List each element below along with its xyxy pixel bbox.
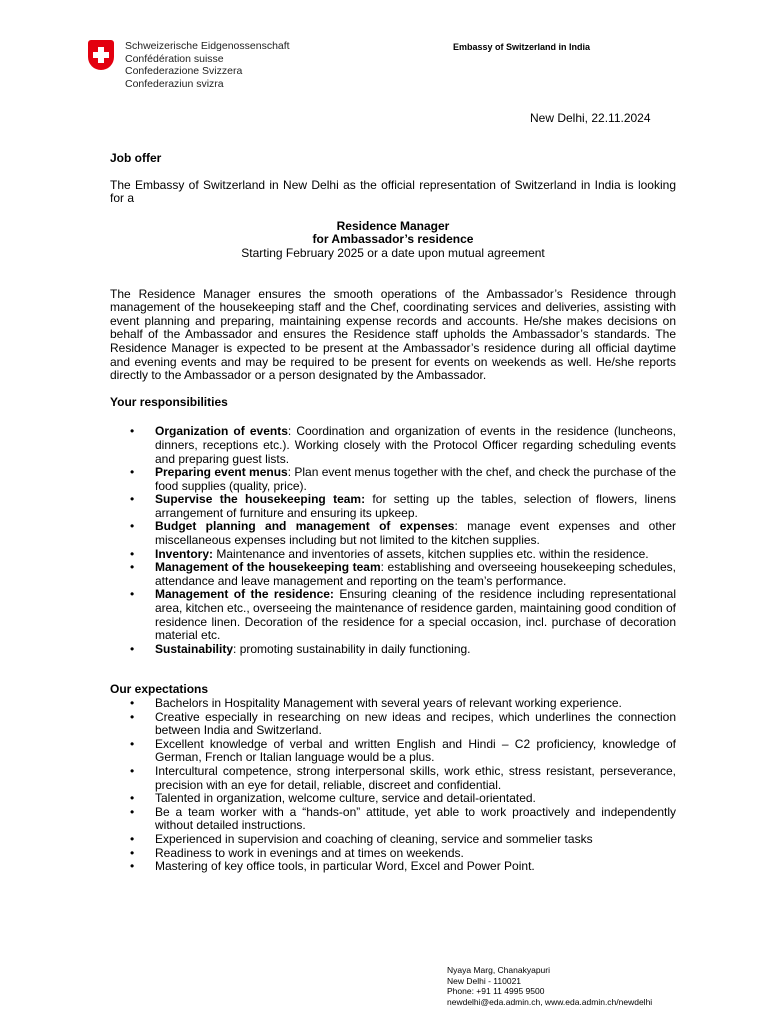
logo-line: Confederazione Svizzera (125, 65, 243, 77)
responsibilities-list (110, 425, 676, 656)
letter-body (110, 152, 676, 874)
list-item: • Budget planning and management of expenses: manage event expenses and other miscellaneous expenses including but not limited to the kitchen supplies. (110, 520, 676, 547)
list-item: • Talented in organization, welcome culture, service and detail-orientated. (110, 792, 676, 806)
footer-contact: newdelhi@eda.admin.ch, www.eda.admin.ch/newdelhi (447, 996, 653, 1007)
list-item: • Creative especially in researching on new ideas and recipes, which underlines the connection between India and Switzerland. (110, 711, 676, 738)
list-item: • Excellent knowledge of verbal and written English and Hindi – C2 proficiency, knowledge of German, French or Italian language would be a plus. (110, 738, 676, 765)
logo-line: Confédération suisse (125, 52, 224, 65)
intro-paragraph: The Embassy of Switzerland in New Delhi as the official representation of Switzerland in India is looking for a (110, 177, 676, 206)
logo-line: Schweizerische Eidgenossenschaft (125, 40, 290, 52)
list-item: • Organization of events: Coordination and organization of events in the residence (luncheons, dinners, receptions etc.). Working closely with the Protocol Officer regarding scheduling events and preparing guest lists. (110, 425, 676, 466)
footer-address (447, 965, 652, 1007)
letter-date: New Delhi, 22.11.2024 (530, 111, 651, 125)
expectations-list (110, 697, 676, 874)
logo-text (125, 40, 290, 90)
logo-line: Confederaziun svizra (125, 77, 224, 90)
list-item: • Experienced in supervision and coaching of cleaning, service and sommelier tasks (110, 833, 676, 847)
footer-city: New Delhi - 110021 (447, 975, 522, 986)
list-item: • Mastering of key office tools, in particular Word, Excel and Power Point. (110, 860, 676, 874)
responsibilities-heading: Your responsibilities (110, 394, 228, 409)
swiss-logo (88, 40, 290, 90)
list-item: • Sustainability: promoting sustainability in daily functioning. (110, 643, 676, 657)
position-start: Starting February 2025 or a date upon mutual agreement (241, 245, 545, 260)
description-paragraph: The Residence Manager ensures the smooth operations of the Ambassador’s Residence through management of the housekeeping staff and the Chef, coordinating services and deliveries, assisting with event planning and preparing, maintaining expense records and accounts. He/she makes decisions on behalf of the Ambassador and ensures the Residence staff upholds the Ambassador’s standards. The Residence Manager is expected to be present at the Ambassador’s residence during all official daytime and evening events and may be required to be present for events on weekends as well. He/she reports directly to the Ambassador or a person designated by the Ambassador. (110, 286, 676, 383)
list-item: • Intercultural competence, strong interpersonal skills, work ethic, stress resistant, perseverance, precision with an eye for detail, reliable, discreet and confidential. (110, 765, 676, 792)
list-item: • Readiness to work in evenings and at times on weekends. (110, 847, 676, 861)
list-item: • Management of the residence: Ensuring cleaning of the residence including representational area, kitchen etc., overseeing the maintenance of residence garden, maintaining good condition of residence linen. Decoration of the residence for a special occasion, incl. purchase of decoration material etc. (110, 588, 676, 642)
position-block (110, 220, 676, 261)
list-item: • Preparing event menus: Plan event menus together with the chef, and check the purchase of the food supplies (quality, price). (110, 466, 676, 493)
list-item: • Inventory: Maintenance and inventories of assets, kitchen supplies etc. within the residence. (110, 548, 676, 562)
list-item: • Management of the housekeeping team: establishing and overseeing housekeeping schedules, attendance and leave management and reporting on the team’s performance. (110, 561, 676, 588)
position-title: Residence Manager (336, 218, 450, 233)
list-item: • Supervise the housekeeping team: for setting up the tables, selection of flowers, linens arrangement of furniture and ensuring its upkeep. (110, 493, 676, 520)
position-subtitle: for Ambassador’s residence (312, 232, 474, 247)
list-item: • Be a team worker with a “hands-on” attitude, yet able to work proactively and independently without detailed instructions. (110, 806, 676, 833)
embassy-header: Embassy of Switzerland in India (453, 42, 591, 52)
list-item: • Bachelors in Hospitality Management with several years of relevant working experience. (110, 697, 676, 711)
expectations-heading: Our expectations (110, 682, 209, 697)
job-offer-heading: Job offer (110, 151, 162, 165)
footer-street: Nyaya Marg, Chanakyapuri (447, 965, 550, 975)
swiss-shield-icon (88, 40, 114, 70)
footer-phone: Phone: +91 11 4995 9500 (447, 986, 545, 996)
